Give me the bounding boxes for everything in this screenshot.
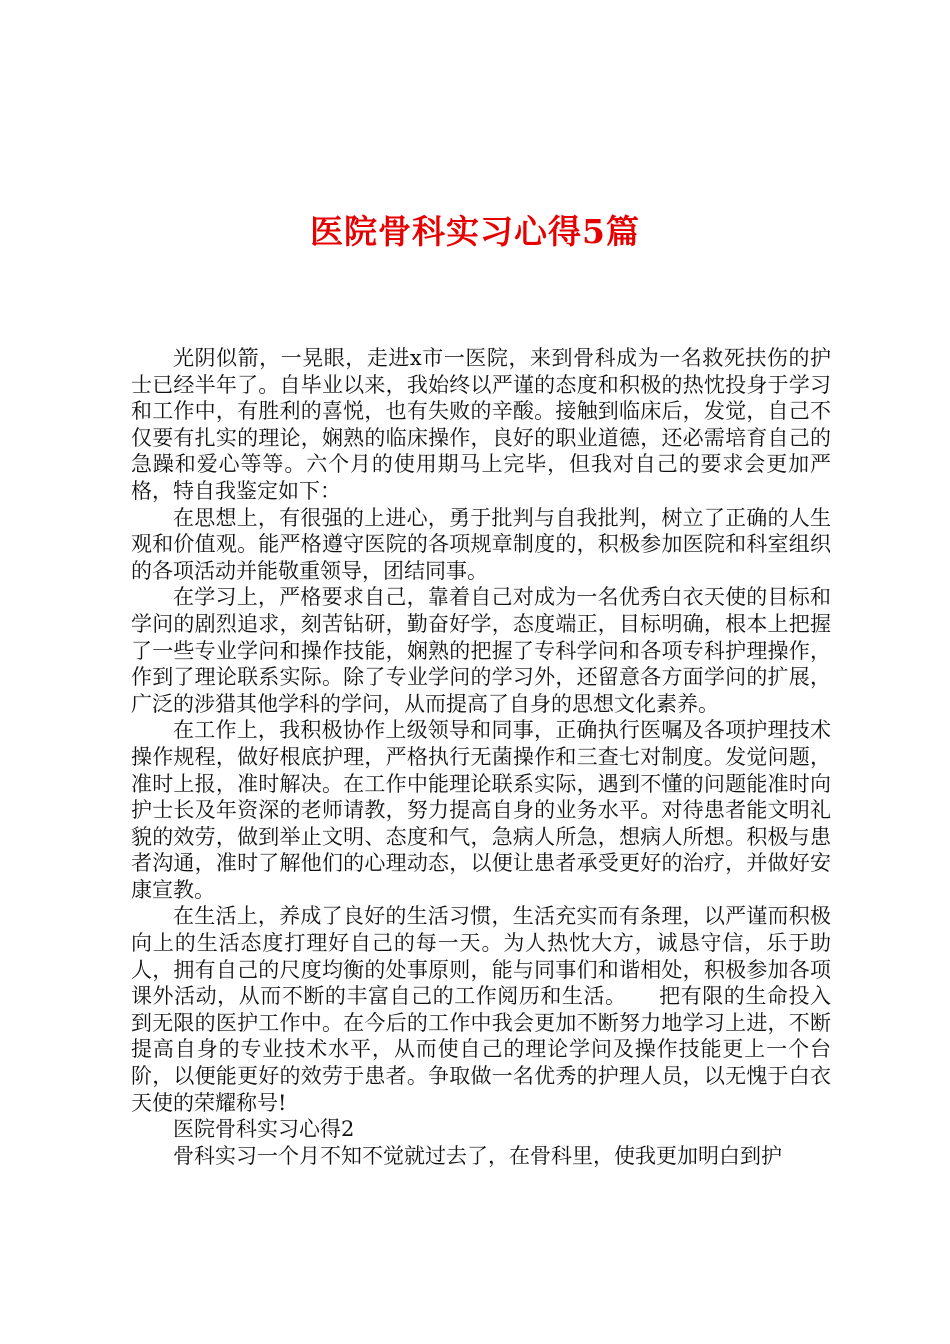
- section-heading: 医院骨科实习心得2: [173, 1117, 355, 1142]
- paragraph: 光阴似箭，一晃眼，走进x市一医院，来到骨科成为一名救死扶伤的护士已经半年了。自毕业以来，我始终以严谨的态度和积极的热忱投身于学习和工作中，有胜利的喜悦，也有失败的辛酸。接触到临床后，发觉，自己不仅要有扎实的理论，娴熟的临床操作，良好的职业道德，还必需培育自己的急躁和爱心等等。六个月的使用期马上完毕，但我对自己的要求会更加严格，特自我鉴定如下：: [131, 346, 831, 503]
- document-body: [131, 345, 831, 1169]
- paragraph: 在工作上，我积极协作上级领导和同事，正确执行医嘱及各项护理技术操作规程，做好根底护理，严格执行无菌操作和三查七对制度。发觉问题，准时上报，准时解决。在工作中能理论联系实际，遇到不懂的问题能准时向护士长及年资深的老师请教，努力提高自身的业务水平。对待患者能文明礼貌的效劳，做到举止文明、态度和气，急病人所急，想病人所想。积极与患者沟通，准时了解他们的心理动态，以便让患者承受更好的治疗，并做好安康宣教。: [131, 718, 831, 902]
- paragraph: 在思想上，有很强的上进心，勇于批判与自我批判，树立了正确的人生观和价值观。能严格遵守医院的各项规章制度的，积极参加医院和科室组织的各项活动并能敬重领导，团结同事。: [131, 505, 831, 583]
- document-title: 医院骨科实习心得5篇: [310, 212, 640, 251]
- paragraph: 骨科实习一个月不知不觉就过去了，在骨科里，使我更加明白到护: [173, 1143, 782, 1168]
- paragraph: 在学习上，严格要求自己，靠着自己对成为一名优秀白衣天使的目标和学问的剧烈追求，刻苦钻研，勤奋好学，态度端正，目标明确，根本上把握了一些专业学问和操作技能，娴熟的把握了专科学问和各项专科护理操作，作到了理论联系实际。除了专业学问的学习外，还留意各方面学问的扩展，广泛的涉猎其他学科的学问，从而提高了自身的思想文化素养。: [131, 585, 831, 716]
- paragraph: 在生活上，养成了良好的生活习惯，生活充实而有条理，以严谨而积极向上的生活态度打理好自己的每一天。为人热忱大方，诚恳守信，乐于助人，拥有自己的尺度均衡的处事原则，能与同事们和谐相处，积极参加各项课外活动，从而不断的丰富自己的工作阅历和生活。 把有限的生命投入到无限的医护工作中。在今后的工作中我会更加不断努力地学习上进，不断提高自身的专业技术水平，从而使自己的理论学问及操作技能更上一个台阶，以便能更好的效劳于患者。争取做一名优秀的护理人员，以无愧于白衣天使的荣耀称号!: [131, 904, 831, 1115]
